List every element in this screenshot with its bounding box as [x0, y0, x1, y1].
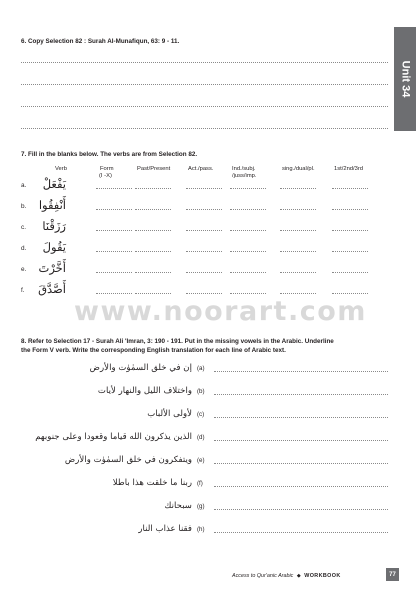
arabic-verb: أَصَّدَّقَ	[38, 282, 66, 296]
answer-blank	[332, 188, 368, 189]
header-person: 1st/2nd/3rd	[334, 166, 364, 172]
answer-blank	[96, 188, 132, 189]
answer-blank	[230, 188, 266, 189]
answer-blank	[280, 251, 316, 252]
page-number: 77	[386, 568, 399, 581]
question-8-title-line1: 8. Refer to Selection 17 - Surah Ali 'Imran, 3: 190 - 191. Put in the missing vowels in the Arabic. Underline	[21, 338, 334, 345]
answer-blank	[332, 209, 368, 210]
answer-blank	[96, 209, 132, 210]
header-ind-subj: Ind./subj.	[232, 166, 256, 172]
unit-tab-label: Unit 34	[399, 60, 411, 98]
answer-blank	[186, 293, 222, 294]
answer-blank	[230, 251, 266, 252]
answer-blank	[280, 188, 316, 189]
question-6-title: 6. Copy Selection 82 : Surah Al-Munafiqun, 63: 9 - 11.	[21, 38, 180, 45]
row-letter: d.	[21, 245, 27, 252]
translation-blank	[214, 417, 388, 418]
answer-blank	[280, 293, 316, 294]
answer-blank	[135, 209, 171, 210]
answer-blank	[186, 251, 222, 252]
book-title: Access to Qur'anic Arabic	[232, 573, 294, 579]
footer	[232, 573, 341, 579]
translation-blank	[214, 371, 388, 372]
workbook-label: WORKBOOK	[304, 573, 341, 579]
answer-blank	[135, 230, 171, 231]
answer-blank	[280, 209, 316, 210]
translation-blank	[214, 440, 388, 441]
answer-blank	[135, 251, 171, 252]
arabic-text-line: الذين يذكرون الله قياما وقعودا وعلى جنوبهم	[35, 432, 192, 442]
answer-blank	[230, 272, 266, 273]
header-form: Form	[100, 166, 114, 172]
arabic-verb: رَزَقْنَا	[42, 219, 66, 233]
line-tag: (f)	[197, 480, 203, 487]
answer-blank	[230, 230, 266, 231]
answer-blank	[186, 209, 222, 210]
question-8-title-line2: the Form V verb. Write the corresponding English translation for each line of Arabic text.	[21, 347, 286, 354]
arabic-text-line: لأولى الألباب	[147, 409, 192, 419]
answer-blank	[280, 272, 316, 273]
header-past-present: Past/Present	[137, 166, 171, 172]
arabic-text-line: فقنا عذاب النار	[138, 524, 192, 534]
dotted-line	[21, 128, 388, 129]
answer-blank	[186, 272, 222, 273]
answer-blank	[280, 230, 316, 231]
header-verb: Verb	[55, 166, 67, 172]
answer-blank	[230, 209, 266, 210]
translation-blank	[214, 486, 388, 487]
question-7-title: 7. Fill in the blanks below. The verbs are from Selection 82.	[21, 151, 198, 158]
line-tag: (c)	[197, 411, 205, 418]
unit-tab	[394, 27, 416, 131]
line-tag: (g)	[197, 503, 205, 510]
arabic-verb: يَفْعَلْ	[42, 177, 66, 191]
line-tag: (a)	[197, 365, 205, 372]
answer-blank	[186, 230, 222, 231]
arabic-verb: يَقُولَ	[42, 240, 66, 254]
line-tag: (b)	[197, 388, 205, 395]
answer-blank	[96, 230, 132, 231]
row-letter: e.	[21, 266, 27, 273]
line-tag: (d)	[197, 434, 205, 441]
translation-blank	[214, 532, 388, 533]
answer-blank	[332, 251, 368, 252]
arabic-text-line: واختلاف الليل والنهار لأيات	[97, 386, 192, 396]
translation-blank	[214, 509, 388, 510]
watermark: www.noorart.com	[74, 296, 367, 327]
answer-blank	[96, 293, 132, 294]
answer-blank	[332, 272, 368, 273]
header-juss-imp: /juss/imp.	[232, 173, 257, 179]
answer-blank	[135, 293, 171, 294]
row-letter: b.	[21, 203, 27, 210]
dotted-line	[21, 62, 388, 63]
diamond-icon: ◆	[296, 573, 301, 579]
arabic-text-line: ربنا ما خلقت هذا باطلا	[112, 478, 192, 488]
answer-blank	[230, 293, 266, 294]
answer-blank	[332, 293, 368, 294]
answer-blank	[135, 272, 171, 273]
row-letter: f.	[21, 287, 25, 294]
dotted-line	[21, 106, 388, 107]
answer-blank	[96, 272, 132, 273]
translation-blank	[214, 394, 388, 395]
translation-blank	[214, 463, 388, 464]
arabic-text-line: ويتفكرون في خلق السمٰوٰت والأرض	[64, 455, 192, 465]
line-tag: (h)	[197, 526, 205, 533]
arabic-verb: أَنْفِقُوا	[38, 198, 66, 212]
arabic-verb: أَخَّرْتَ	[38, 261, 66, 275]
answer-blank	[332, 230, 368, 231]
dotted-line	[21, 84, 388, 85]
header-act-pass: Act./pass.	[188, 166, 214, 172]
row-letter: a.	[21, 182, 27, 189]
arabic-text-line: سبحانك	[164, 501, 192, 511]
header-number: sing./dual/pl.	[282, 166, 315, 172]
answer-blank	[186, 188, 222, 189]
line-tag: (e)	[197, 457, 205, 464]
answer-blank	[135, 188, 171, 189]
arabic-text-line: إن في خلق السمٰوٰت والأرض	[89, 363, 192, 373]
row-letter: c.	[21, 224, 26, 231]
answer-blank	[96, 251, 132, 252]
header-form-sub: (I -X)	[99, 173, 112, 179]
